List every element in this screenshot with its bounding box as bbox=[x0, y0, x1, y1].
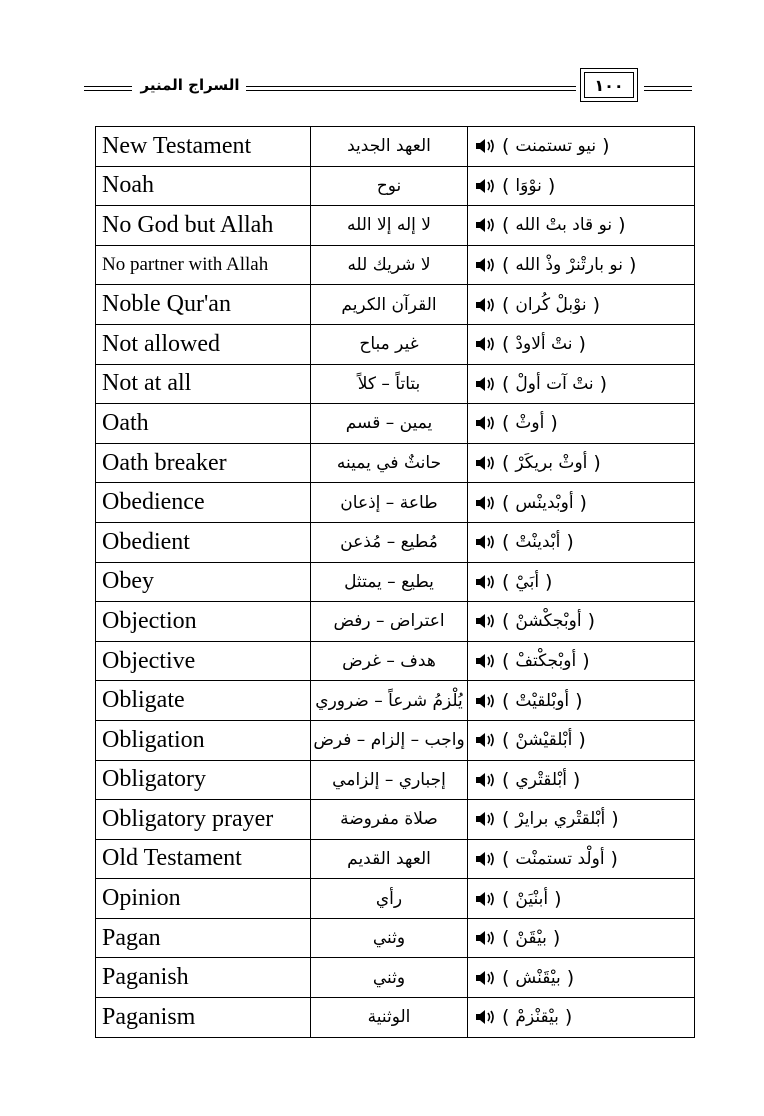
open-paren: ( bbox=[502, 729, 510, 752]
open-paren: ( bbox=[502, 966, 510, 989]
pronunciation-text: نيو تستمنت bbox=[515, 136, 597, 157]
speaker-icon[interactable] bbox=[474, 376, 496, 392]
pronunciation-text: أبْلقتْري bbox=[515, 769, 567, 790]
pronunciation-text: أبْلقتْري برايرْ bbox=[515, 809, 606, 830]
english-term: Noah bbox=[96, 166, 311, 206]
pronunciation-text: نو قاد بتْ الله bbox=[515, 215, 613, 236]
pronunciation-cell bbox=[468, 839, 695, 879]
pronunciation-text: بيْقَنْ bbox=[515, 928, 547, 949]
page-number: ١٠٠ bbox=[594, 75, 624, 95]
speaker-icon[interactable] bbox=[474, 574, 496, 590]
english-term: Not at all bbox=[96, 364, 311, 404]
pronunciation-text: أوبْدينْس bbox=[515, 492, 574, 513]
open-paren: ( bbox=[502, 610, 510, 633]
glossary-row bbox=[96, 800, 695, 840]
pronunciation-text: نوْبلْ كُران bbox=[515, 294, 587, 315]
english-term: No God but Allah bbox=[96, 206, 311, 246]
pronunciation-text: أوبْلقيْتْ bbox=[515, 690, 570, 711]
pronunciation-cell bbox=[468, 127, 695, 167]
glossary-row bbox=[96, 324, 695, 364]
english-term: Obey bbox=[96, 562, 311, 602]
pronunciation-cell bbox=[468, 404, 695, 444]
close-paren: ) bbox=[579, 491, 587, 514]
glossary-row bbox=[96, 483, 695, 523]
arabic-translation: غير مباح bbox=[311, 324, 468, 364]
pronunciation-text: أوبْجكْتفْ bbox=[515, 651, 577, 672]
pronunciation-cell bbox=[468, 760, 695, 800]
glossary-row bbox=[96, 364, 695, 404]
english-term: Obligation bbox=[96, 720, 311, 760]
pronunciation-text: أبْدينْتْ bbox=[515, 532, 561, 553]
pronunciation-cell bbox=[468, 166, 695, 206]
close-paren: ) bbox=[545, 570, 553, 593]
glossary-row bbox=[96, 522, 695, 562]
open-paren: ( bbox=[502, 452, 510, 475]
open-paren: ( bbox=[502, 927, 510, 950]
pronunciation-cell bbox=[468, 522, 695, 562]
speaker-icon[interactable] bbox=[474, 336, 496, 352]
header-rule-middle bbox=[246, 86, 576, 91]
arabic-translation: وثني bbox=[311, 958, 468, 998]
arabic-translation: إجباري – إلزامي bbox=[311, 760, 468, 800]
close-paren: ) bbox=[572, 768, 581, 791]
english-term: Oath bbox=[96, 404, 311, 444]
pronunciation-text: أوثْ bbox=[515, 413, 545, 434]
speaker-icon[interactable] bbox=[474, 693, 496, 709]
pronunciation-cell bbox=[468, 324, 695, 364]
open-paren: ( bbox=[502, 412, 510, 435]
speaker-icon[interactable] bbox=[474, 415, 496, 431]
speaker-icon[interactable] bbox=[474, 613, 496, 629]
speaker-icon[interactable] bbox=[474, 772, 496, 788]
close-paren: ) bbox=[587, 610, 595, 633]
english-term: Not allowed bbox=[96, 324, 311, 364]
speaker-icon[interactable] bbox=[474, 891, 496, 907]
glossary-row bbox=[96, 879, 695, 919]
close-paren: ) bbox=[578, 729, 586, 752]
pronunciation-text: بيْقَنْش bbox=[515, 967, 561, 988]
glossary-row bbox=[96, 958, 695, 998]
english-term: Obligatory prayer bbox=[96, 800, 311, 840]
close-paren: ) bbox=[550, 412, 558, 435]
header-rule-left bbox=[84, 86, 132, 91]
glossary-row bbox=[96, 443, 695, 483]
open-paren: ( bbox=[502, 372, 510, 395]
open-paren: ( bbox=[502, 847, 510, 870]
arabic-translation: يمين – قسم bbox=[311, 404, 468, 444]
glossary-row bbox=[96, 839, 695, 879]
speaker-icon[interactable] bbox=[474, 217, 496, 233]
arabic-translation: وثني bbox=[311, 918, 468, 958]
open-paren: ( bbox=[502, 174, 510, 197]
glossary-table bbox=[95, 126, 695, 1038]
glossary-row bbox=[96, 998, 695, 1038]
pronunciation-cell bbox=[468, 285, 695, 325]
pronunciation-cell bbox=[468, 364, 695, 404]
arabic-translation: العهد الجديد bbox=[311, 127, 468, 167]
pronunciation-cell bbox=[468, 800, 695, 840]
close-paren: ) bbox=[618, 214, 626, 237]
arabic-translation: رأي bbox=[311, 879, 468, 919]
pronunciation-cell bbox=[468, 562, 695, 602]
page-header bbox=[84, 66, 692, 106]
speaker-icon[interactable] bbox=[474, 851, 496, 867]
arabic-translation: طاعة – إذعان bbox=[311, 483, 468, 523]
speaker-icon[interactable] bbox=[474, 970, 496, 986]
english-term: Noble Qur'an bbox=[96, 285, 311, 325]
arabic-translation: هدف – غرض bbox=[311, 641, 468, 681]
open-paren: ( bbox=[502, 650, 510, 673]
arabic-translation: بتاتاً – كلاً bbox=[311, 364, 468, 404]
glossary-row bbox=[96, 681, 695, 721]
close-paren: ) bbox=[566, 966, 575, 989]
pronunciation-text: أوبْجكْشنْ bbox=[515, 611, 582, 632]
pronunciation-cell bbox=[468, 720, 695, 760]
english-term: Obedience bbox=[96, 483, 311, 523]
glossary-row bbox=[96, 285, 695, 325]
speaker-icon[interactable] bbox=[474, 257, 496, 273]
glossary-row bbox=[96, 602, 695, 642]
close-paren: ) bbox=[628, 254, 637, 277]
open-paren: ( bbox=[502, 1006, 510, 1029]
pronunciation-cell bbox=[468, 879, 695, 919]
pronunciation-cell bbox=[468, 483, 695, 523]
arabic-translation: لا شريك لله bbox=[311, 245, 468, 285]
pronunciation-cell bbox=[468, 681, 695, 721]
close-paren: ) bbox=[552, 927, 561, 950]
arabic-translation: واجب – إلزام – فرض bbox=[311, 720, 468, 760]
speaker-icon[interactable] bbox=[474, 297, 496, 313]
arabic-translation: لا إله إلا الله bbox=[311, 206, 468, 246]
pronunciation-cell bbox=[468, 958, 695, 998]
glossary-row bbox=[96, 918, 695, 958]
book-title: السراج المنير bbox=[140, 76, 240, 94]
glossary-row bbox=[96, 720, 695, 760]
arabic-translation: اعتراض – رفض bbox=[311, 602, 468, 642]
speaker-icon[interactable] bbox=[474, 732, 496, 748]
english-term: Opinion bbox=[96, 879, 311, 919]
english-term: No partner with Allah bbox=[96, 245, 311, 285]
close-paren: ) bbox=[554, 887, 562, 910]
open-paren: ( bbox=[502, 333, 510, 356]
pronunciation-text: نتْ ألاودْ bbox=[515, 334, 573, 355]
arabic-translation: مُطيع – مُذعن bbox=[311, 522, 468, 562]
arabic-translation: العهد القديم bbox=[311, 839, 468, 879]
header-rule-right bbox=[644, 86, 692, 91]
pronunciation-cell bbox=[468, 641, 695, 681]
english-term: Objective bbox=[96, 641, 311, 681]
open-paren: ( bbox=[502, 887, 510, 910]
close-paren: ) bbox=[566, 531, 574, 554]
pronunciation-cell bbox=[468, 443, 695, 483]
open-paren: ( bbox=[502, 135, 510, 158]
open-paren: ( bbox=[502, 214, 510, 237]
pronunciation-cell bbox=[468, 245, 695, 285]
arabic-translation: حانثٌ في يمينه bbox=[311, 443, 468, 483]
close-paren: ) bbox=[592, 293, 601, 316]
english-term: Pagan bbox=[96, 918, 311, 958]
pronunciation-cell bbox=[468, 998, 695, 1038]
open-paren: ( bbox=[502, 768, 510, 791]
close-paren: ) bbox=[582, 650, 590, 673]
arabic-translation: الوثنية bbox=[311, 998, 468, 1038]
pronunciation-text: نو بارتْنرْ وذْ الله bbox=[515, 255, 623, 276]
speaker-icon[interactable] bbox=[474, 1009, 496, 1025]
close-paren: ) bbox=[611, 808, 619, 831]
speaker-icon[interactable] bbox=[474, 653, 496, 669]
open-paren: ( bbox=[502, 689, 510, 712]
arabic-translation: يُلْزمُ شرعاً – ضروري bbox=[311, 681, 468, 721]
close-paren: ) bbox=[602, 135, 610, 158]
arabic-translation: صلاة مفروضة bbox=[311, 800, 468, 840]
arabic-translation: يطيع – يمتثل bbox=[311, 562, 468, 602]
glossary-row bbox=[96, 206, 695, 246]
pronunciation-text: أبنْيَنْ bbox=[515, 888, 549, 909]
speaker-icon[interactable] bbox=[474, 495, 496, 511]
pronunciation-text: نتْ آت أولْ bbox=[515, 373, 594, 394]
speaker-icon[interactable] bbox=[474, 930, 496, 946]
english-term: Old Testament bbox=[96, 839, 311, 879]
arabic-translation: القرآن الكريم bbox=[311, 285, 468, 325]
pronunciation-text: أبَيْ bbox=[515, 571, 540, 592]
open-paren: ( bbox=[502, 531, 510, 554]
speaker-icon[interactable] bbox=[474, 455, 496, 471]
glossary-row bbox=[96, 127, 695, 167]
open-paren: ( bbox=[502, 808, 510, 831]
glossary-row bbox=[96, 760, 695, 800]
english-term: Oath breaker bbox=[96, 443, 311, 483]
close-paren: ) bbox=[575, 689, 583, 712]
pronunciation-text: أبْلقيْشنْ bbox=[515, 730, 573, 751]
speaker-icon[interactable] bbox=[474, 534, 496, 550]
close-paren: ) bbox=[578, 333, 586, 356]
close-paren: ) bbox=[599, 372, 608, 395]
glossary-row bbox=[96, 562, 695, 602]
pronunciation-text: أولْد تستمنْت bbox=[515, 848, 605, 869]
close-paren: ) bbox=[593, 452, 601, 475]
speaker-icon[interactable] bbox=[474, 138, 496, 154]
pronunciation-cell bbox=[468, 918, 695, 958]
pronunciation-text: نوْوَا bbox=[515, 175, 542, 196]
pronunciation-cell bbox=[468, 602, 695, 642]
english-term: New Testament bbox=[96, 127, 311, 167]
glossary-row bbox=[96, 641, 695, 681]
english-term: Obligatory bbox=[96, 760, 311, 800]
speaker-icon[interactable] bbox=[474, 811, 496, 827]
arabic-translation: نوح bbox=[311, 166, 468, 206]
pronunciation-text: بيْقنْزمْ bbox=[515, 1007, 559, 1028]
open-paren: ( bbox=[502, 570, 510, 593]
pronunciation-cell bbox=[468, 206, 695, 246]
page-number-box bbox=[580, 68, 638, 102]
open-paren: ( bbox=[502, 293, 510, 316]
close-paren: ) bbox=[547, 174, 556, 197]
english-term: Paganish bbox=[96, 958, 311, 998]
open-paren: ( bbox=[502, 254, 510, 277]
english-term: Obligate bbox=[96, 681, 311, 721]
open-paren: ( bbox=[502, 491, 510, 514]
english-term: Obedient bbox=[96, 522, 311, 562]
english-term: Paganism bbox=[96, 998, 311, 1038]
close-paren: ) bbox=[564, 1006, 573, 1029]
pronunciation-text: أوثْ بريكَرْ bbox=[515, 453, 588, 474]
glossary-row bbox=[96, 245, 695, 285]
glossary-row bbox=[96, 166, 695, 206]
close-paren: ) bbox=[610, 847, 618, 870]
glossary-row bbox=[96, 404, 695, 444]
english-term: Objection bbox=[96, 602, 311, 642]
speaker-icon[interactable] bbox=[474, 178, 496, 194]
